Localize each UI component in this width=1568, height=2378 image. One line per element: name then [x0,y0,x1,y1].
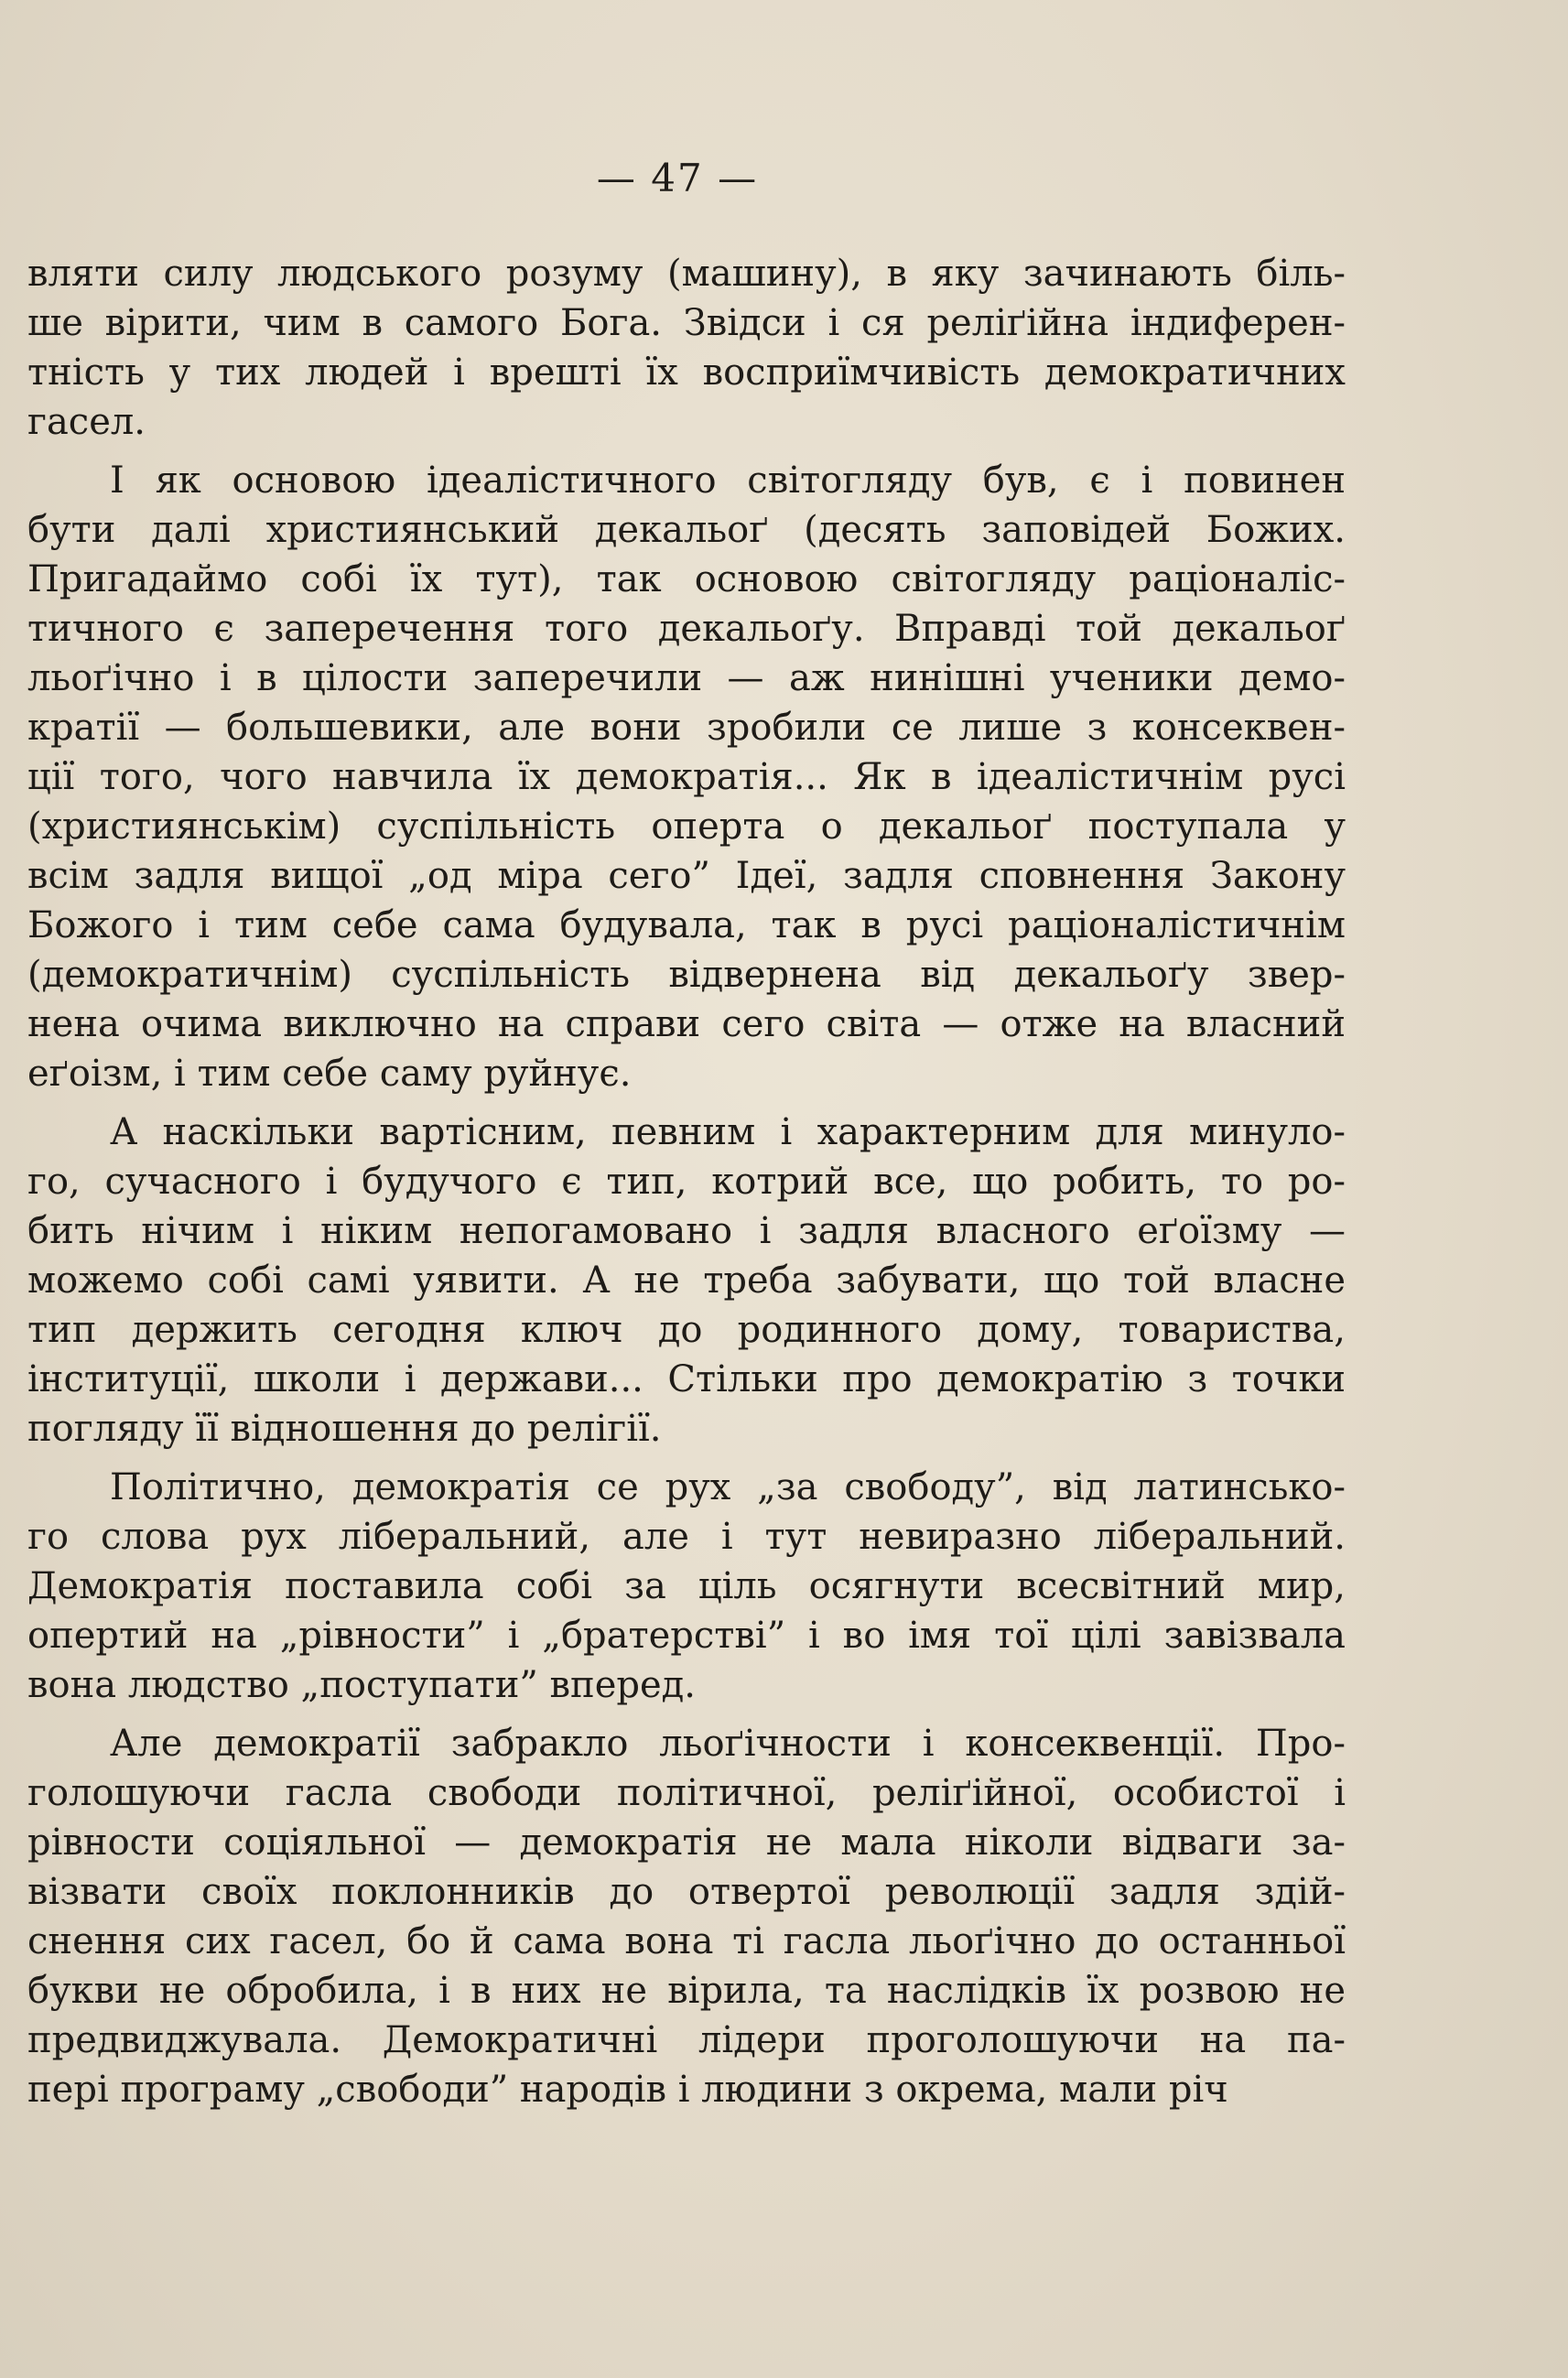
text-line: А наскільки вартісним, певним і характерним для минуло- [110,1111,1346,1153]
text-line: тичного є заперечення того декальоґу. Вправді той декальоґ [27,608,1346,650]
text-line: снення сих гасел, бо й сама вона ті гасла льоґічно до останньої [27,1920,1346,1962]
text-line: льоґічно і в цілости заперечили — аж нинішні ученики демо- [27,657,1346,699]
text-line: Пригадаймо собі їх тут), так основою світогляду раціоналіс- [27,558,1346,600]
text-line: Політично, демократія се рух „за свободу”, від латинсько- [110,1466,1346,1508]
paragraph [27,249,1346,447]
paragraph-gap [27,1710,1346,1719]
text-line: голошуючи гасла свободи політичної, реліґійної, особистої і [27,1772,1346,1814]
text-line: предвиджувала. Демократичні лідери проголошуючи на па- [27,2019,1346,2061]
text-line: вляти силу людського розуму (машину), в яку зачинають біль- [27,253,1346,295]
text-line: візвати своїх поклонників до отвертої революції задля здій- [27,1871,1346,1913]
text-line: нена очима виключно на справи сего світа — отже на власний [27,1003,1346,1045]
text-line: го слова рух ліберальний, але і тут невиразно ліберальний. [27,1516,1346,1558]
paragraph [27,456,1346,1098]
text-line: го, сучасного і будучого є тип, котрий все, що робить, то ро- [27,1161,1346,1203]
text-line: погляду її відношення до релігії. [27,1408,662,1450]
paragraph-gap [27,1454,1346,1463]
paragraph [27,1463,1346,1710]
text-line: можемо собі самі уявити. А не треба забувати, що той власне [27,1259,1346,1302]
paragraph-gap [27,447,1346,456]
text-line: (християнськім) суспільність оперта о декальоґ поступала у [27,805,1346,848]
text-line: букви не обробила, і в них не вірила, та наслідків їх розвою не [27,1970,1346,2012]
text-line: І як основою ідеалістичного світогляду був, є і повинен [110,459,1346,502]
text-line: інституції, школи і держави... Стільки про демократію з точки [27,1358,1346,1400]
text-line: гасел. [27,401,146,443]
text-line: всім задля вищої „од міра сего” Ідеї, задля сповнення Закону [27,855,1346,897]
text-line: вона людство „поступати” вперед. [27,1664,696,1706]
paragraph [27,1719,1346,2114]
text-line: бить нічим і ніким непогамовано і задля власного еґоїзму — [27,1210,1346,1252]
text-line: (демократичнім) суспільність відвернена від декальоґу звер- [27,954,1346,996]
text-line: Але демократії забракло льоґічности і консеквенції. Про- [110,1723,1346,1765]
text-line: бути далі християнський декальоґ (десять заповідей Божих. [27,509,1346,551]
text-line: ше вірити, чим в самого Бога. Звідси і ся реліґійна індиферен- [27,302,1346,344]
paragraph [27,1108,1346,1454]
text-line: кратії — большевики, але вони зробили се лише з консеквен- [27,707,1346,749]
text-line: пері програму „свободи” народів і людини з окрема, мали річ [27,2069,1228,2111]
text-line: опертий на „рівности” і „братерстві” і во імя тої цілі завізвала [27,1615,1346,1657]
body-text [27,249,1346,2114]
text-line: рівности соціяльної — демократія не мала ніколи відваги за- [27,1821,1346,1864]
text-line: Демократія поставила собі за ціль осягнути всесвітний мир, [27,1565,1346,1607]
text-line: тність у тих людей і врешті їх восприїмчивість демократичних [27,351,1346,394]
paragraph-gap [27,1098,1346,1108]
text-line: тип держить сегодня ключ до родинного дому, товариства, [27,1309,1346,1351]
text-line: ції того, чого навчила їх демократія... Як в ідеалістичнім русі [27,756,1346,798]
text-line: еґоізм, і тим себе саму руйнує. [27,1053,632,1095]
text-line: Божого і тим себе сама будувала, так в русі раціоналістичнім [27,904,1346,946]
page-number: — 47 — [596,156,759,200]
